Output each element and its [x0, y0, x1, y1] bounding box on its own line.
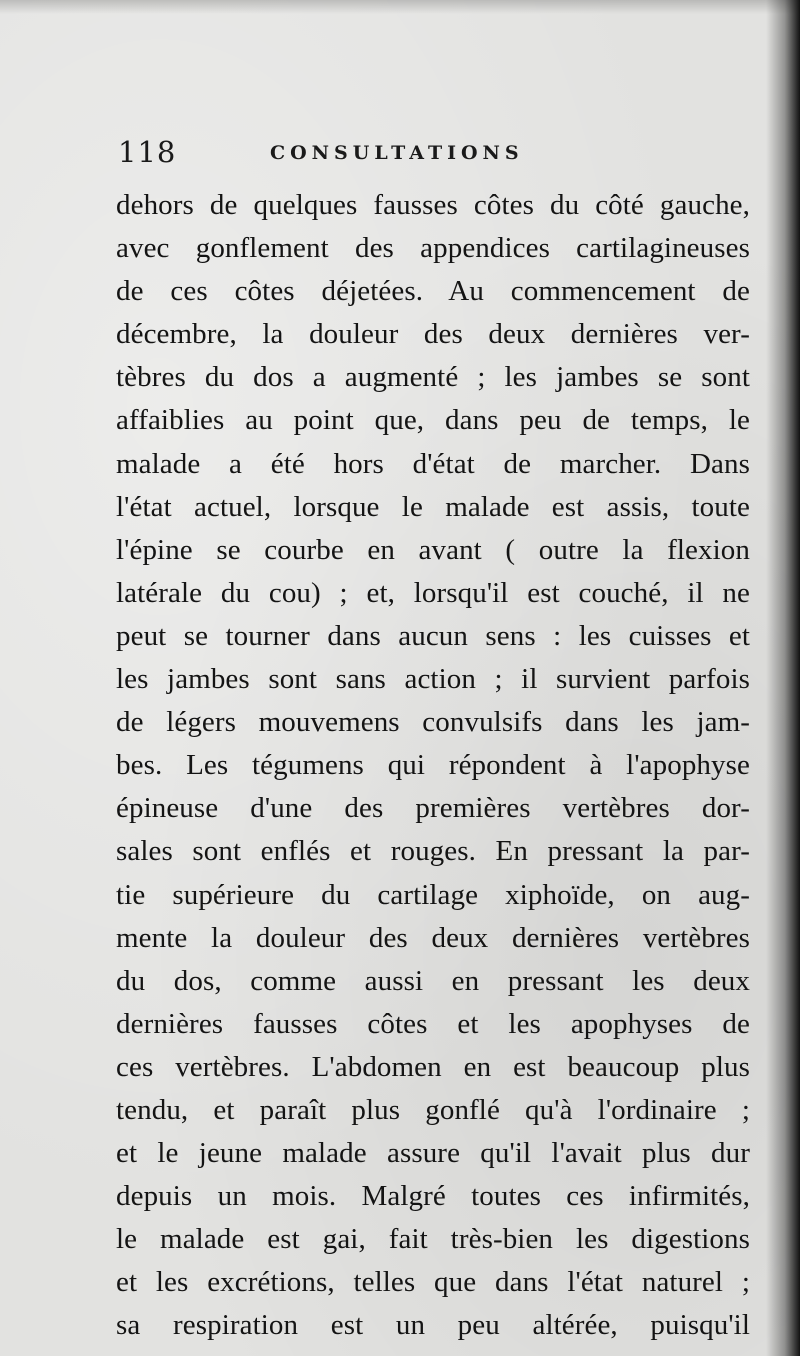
text-line: et les excrétions, telles que dans l'état naturel ;	[116, 1266, 750, 1299]
page-number: 118	[118, 135, 177, 169]
text-line: peut se tourner dans aucun sens : les cuisses et	[116, 619, 750, 652]
page-top-shadow	[0, 0, 800, 14]
text-line: de légers mouvemens convulsifs dans les jam-	[116, 706, 750, 739]
page-header	[118, 132, 588, 172]
text-line: sales sont enflés et rouges. En pressant la par-	[116, 835, 750, 868]
text-line: épineuse d'une des premières vertèbres dor-	[116, 792, 750, 825]
text-line: le malade est gai, fait très-bien les digestions	[116, 1223, 750, 1256]
text-line: latérale du cou) ; et, lorsqu'il est couché, il ne	[116, 576, 750, 609]
text-line: décembre, la douleur des deux dernières ver-	[116, 318, 750, 351]
text-line: les jambes sont sans action ; il survient parfois	[116, 663, 750, 696]
text-line: de ces côtes déjetées. Au commencement de	[116, 275, 750, 308]
text-line: malade a été hors d'état de marcher. Dans	[116, 447, 750, 480]
body-text	[116, 184, 750, 1348]
text-line: l'état actuel, lorsque le malade est assis, toute	[116, 490, 750, 523]
text-line: du dos, comme aussi en pressant les deux	[116, 964, 750, 997]
text-line: dernières fausses côtes et les apophyses de	[116, 1007, 750, 1040]
text-line: dehors de quelques fausses côtes du côté gauche,	[116, 189, 750, 221]
text-line: sa respiration est un peu altérée, puisqu'il	[116, 1309, 750, 1342]
text-line: mente la douleur des deux dernières vertèbres	[116, 921, 750, 954]
text-line: tie supérieure du cartilage xiphoïde, on aug-	[116, 878, 750, 911]
page-spine-shadow	[766, 0, 800, 1356]
text-line: ces vertèbres. L'abdomen en est beaucoup plus	[116, 1050, 750, 1083]
text-line: tèbres du dos a augmenté ; les jambes se sont	[116, 361, 750, 394]
text-line: affaiblies au point que, dans peu de temps, le	[116, 404, 750, 437]
text-line: bes. Les tégumens qui répondent à l'apophyse	[116, 749, 750, 782]
text-line: et le jeune malade assure qu'il l'avait plus dur	[116, 1137, 750, 1170]
text-line: avec gonflement des appendices cartilagineuses	[116, 232, 750, 265]
text-line: l'épine se courbe en avant ( outre la flexion	[116, 533, 750, 566]
text-line: tendu, et paraît plus gonflé qu'à l'ordinaire ;	[116, 1093, 750, 1126]
text-line: depuis un mois. Malgré toutes ces infirmités,	[116, 1180, 750, 1213]
running-head: CONSULTATIONS	[270, 142, 524, 164]
